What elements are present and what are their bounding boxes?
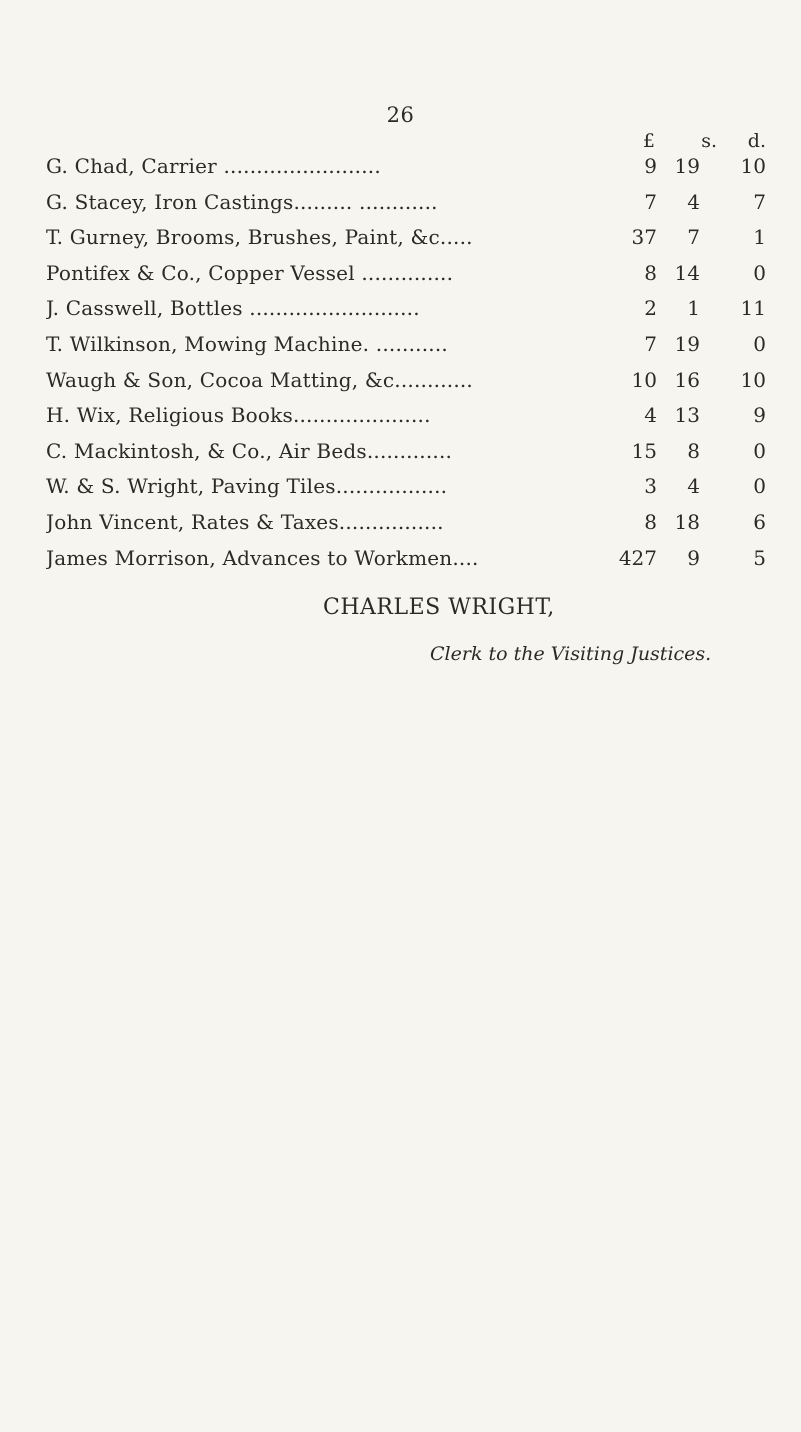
entry-shillings: 4 xyxy=(687,474,700,499)
ledger-row xyxy=(46,330,768,366)
entry-pounds: 2 xyxy=(644,296,657,321)
ledger-row xyxy=(46,366,768,402)
entry-shillings: 7 xyxy=(687,225,700,250)
entry-pence: 10 xyxy=(740,154,766,178)
entry-pence: 6 xyxy=(753,509,766,534)
entry-pounds: 4 xyxy=(644,403,657,428)
entry-pounds: 10 xyxy=(631,367,657,392)
entry-pounds: 427 xyxy=(618,545,657,570)
entry-pounds: 37 xyxy=(631,225,657,250)
ledger-row xyxy=(46,401,768,437)
entry-pence: 11 xyxy=(740,296,766,321)
entry-description: John Vincent, Rates & Taxes................ xyxy=(46,509,444,534)
ledger-entries xyxy=(46,152,768,579)
pounds-column-header: £ xyxy=(642,130,655,152)
ledger-row xyxy=(46,544,768,580)
entry-description: W. & S. Wright, Paving Tiles................. xyxy=(46,474,448,499)
entry-pounds: 7 xyxy=(644,189,657,214)
ledger-row xyxy=(46,188,768,224)
entry-shillings: 9 xyxy=(687,545,700,570)
page-number: 26 xyxy=(386,103,415,127)
entry-pence: 0 xyxy=(753,474,766,499)
entry-description: Pontifex & Co., Copper Vessel .............. xyxy=(46,260,454,285)
ledger-row xyxy=(46,294,768,330)
entry-pence: 5 xyxy=(753,545,766,570)
entry-pence: 9 xyxy=(753,403,766,428)
entry-pounds: 8 xyxy=(644,509,657,534)
entry-shillings: 19 xyxy=(674,331,700,356)
entry-pounds: 7 xyxy=(644,331,657,356)
entry-shillings: 14 xyxy=(674,260,700,285)
entry-pounds: 9 xyxy=(644,154,657,178)
ledger-row xyxy=(46,223,768,259)
entry-pence: 1 xyxy=(753,225,766,250)
ledger-row xyxy=(46,437,768,473)
ledger-row xyxy=(46,472,768,508)
entry-description: G. Chad, Carrier ........................ xyxy=(46,154,381,178)
entry-description: G. Stacey, Iron Castings......... ............ xyxy=(46,189,438,214)
entry-shillings: 13 xyxy=(674,403,700,428)
entry-description: H. Wix, Religious Books..................... xyxy=(46,403,431,428)
entry-pence: 10 xyxy=(740,367,766,392)
entry-pounds: 3 xyxy=(644,474,657,499)
entry-pounds: 8 xyxy=(644,260,657,285)
entry-description: James Morrison, Advances to Workmen.... xyxy=(46,545,479,570)
entry-pence: 0 xyxy=(753,260,766,285)
entry-shillings: 8 xyxy=(687,438,700,463)
entry-pence: 0 xyxy=(753,331,766,356)
entry-shillings: 4 xyxy=(687,189,700,214)
entry-shillings: 18 xyxy=(674,509,700,534)
ledger-row xyxy=(46,259,768,295)
entry-pounds: 15 xyxy=(631,438,657,463)
entry-description: T. Wilkinson, Mowing Machine. ........... xyxy=(46,331,448,356)
entry-shillings: 19 xyxy=(674,154,700,178)
entry-description: J. Casswell, Bottles .......................... xyxy=(46,296,420,321)
ledger-row xyxy=(46,508,768,544)
shillings-column-header: s. xyxy=(701,130,717,152)
entry-pence: 7 xyxy=(753,189,766,214)
signatory-title: Clerk to the Visiting Justices. xyxy=(430,643,712,665)
ledger-row xyxy=(46,152,768,188)
entry-description: Waugh & Son, Cocoa Matting, &c............ xyxy=(46,367,473,392)
entry-shillings: 1 xyxy=(687,296,700,321)
entry-description: T. Gurney, Brooms, Brushes, Paint, &c..... xyxy=(46,225,473,250)
pence-column-header: d. xyxy=(747,130,766,152)
signatory-name: CHARLES WRIGHT, xyxy=(323,595,555,620)
entry-pence: 0 xyxy=(753,438,766,463)
entry-description: C. Mackintosh, & Co., Air Beds............. xyxy=(46,438,453,463)
entry-shillings: 16 xyxy=(674,367,700,392)
